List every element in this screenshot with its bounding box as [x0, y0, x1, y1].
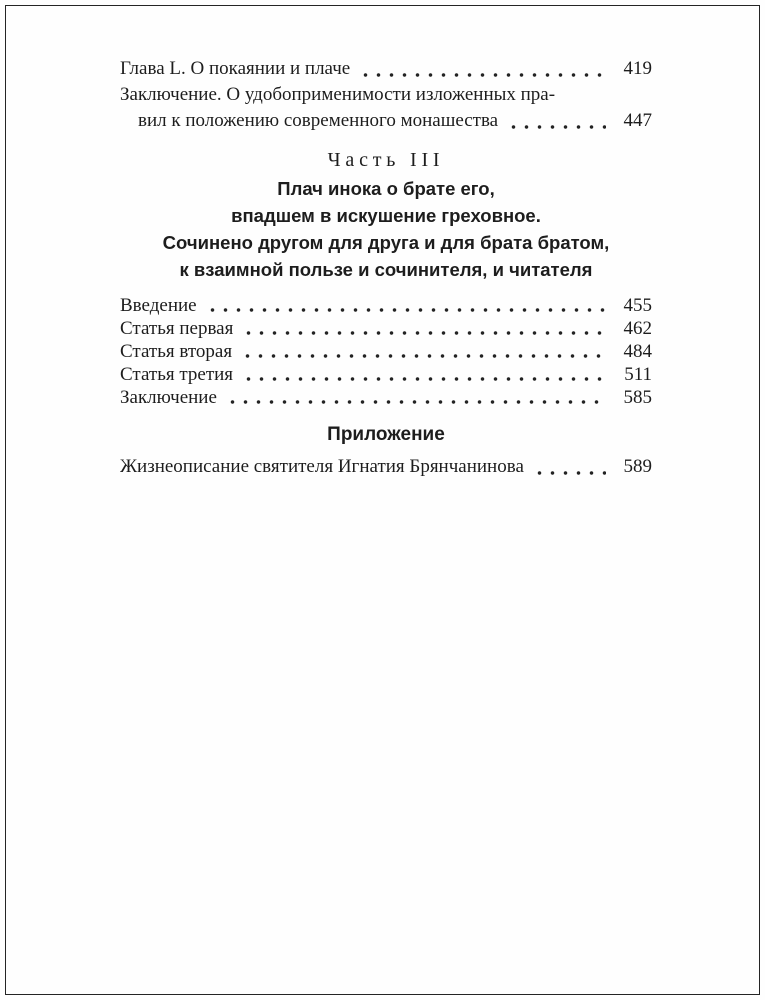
part-subtitle	[120, 175, 652, 283]
toc-entry-label: Заключение	[120, 387, 217, 408]
page-number: 585	[623, 387, 652, 408]
dot-leader	[226, 397, 606, 407]
toc-entry	[120, 108, 652, 134]
toc-entry	[120, 386, 652, 409]
toc-entry	[120, 454, 652, 480]
toc-entry	[120, 56, 652, 82]
part-subtitle-line: к взаимной пользе и сочинителя, и читателя	[179, 259, 593, 280]
toc-entry-label: Статья вторая	[120, 341, 233, 362]
toc-entry-label: вил к положению современного монашества	[138, 110, 499, 131]
page-number: 484	[623, 341, 652, 362]
dot-leader	[507, 122, 606, 132]
toc-entry-line1: Заключение. О удобоприменимости изложенных пра-	[120, 84, 556, 105]
dot-leader	[533, 468, 606, 478]
toc-entry-label: Глава L. О покаянии и плаче	[120, 58, 351, 79]
page-number: 447	[623, 110, 652, 131]
toc-part3-list	[120, 294, 652, 409]
toc-entry-label: Статья третия	[120, 364, 234, 385]
dot-leader	[359, 70, 606, 80]
part-subtitle-line: Плач инока о брате его,	[277, 178, 495, 199]
dot-leader	[241, 351, 606, 361]
toc-entry	[120, 340, 652, 363]
toc-entry	[120, 294, 652, 317]
dot-leader	[242, 374, 606, 384]
dot-leader	[206, 305, 606, 315]
page-number: 455	[623, 295, 652, 316]
dot-leader	[242, 328, 606, 338]
part-subtitle-line: впадшем в искушение греховное.	[231, 205, 541, 226]
appendix-heading: Приложение	[327, 424, 445, 445]
part-subtitle-line: Сочинено другом для друга и для брата братом,	[162, 232, 610, 253]
page-number: 419	[623, 58, 652, 79]
toc-entry	[120, 317, 652, 340]
part-heading: Часть III	[327, 149, 445, 171]
page-number: 589	[623, 456, 652, 477]
toc-entry-label: Жизнеописание святителя Игнатия Брянчанинова	[120, 456, 524, 477]
page-number: 511	[624, 364, 652, 385]
page-number: 462	[623, 318, 652, 339]
table-of-contents	[120, 56, 652, 480]
toc-entry	[120, 363, 652, 386]
toc-entry-label: Введение	[120, 295, 197, 316]
toc-entry-label: Статья первая	[120, 318, 234, 339]
